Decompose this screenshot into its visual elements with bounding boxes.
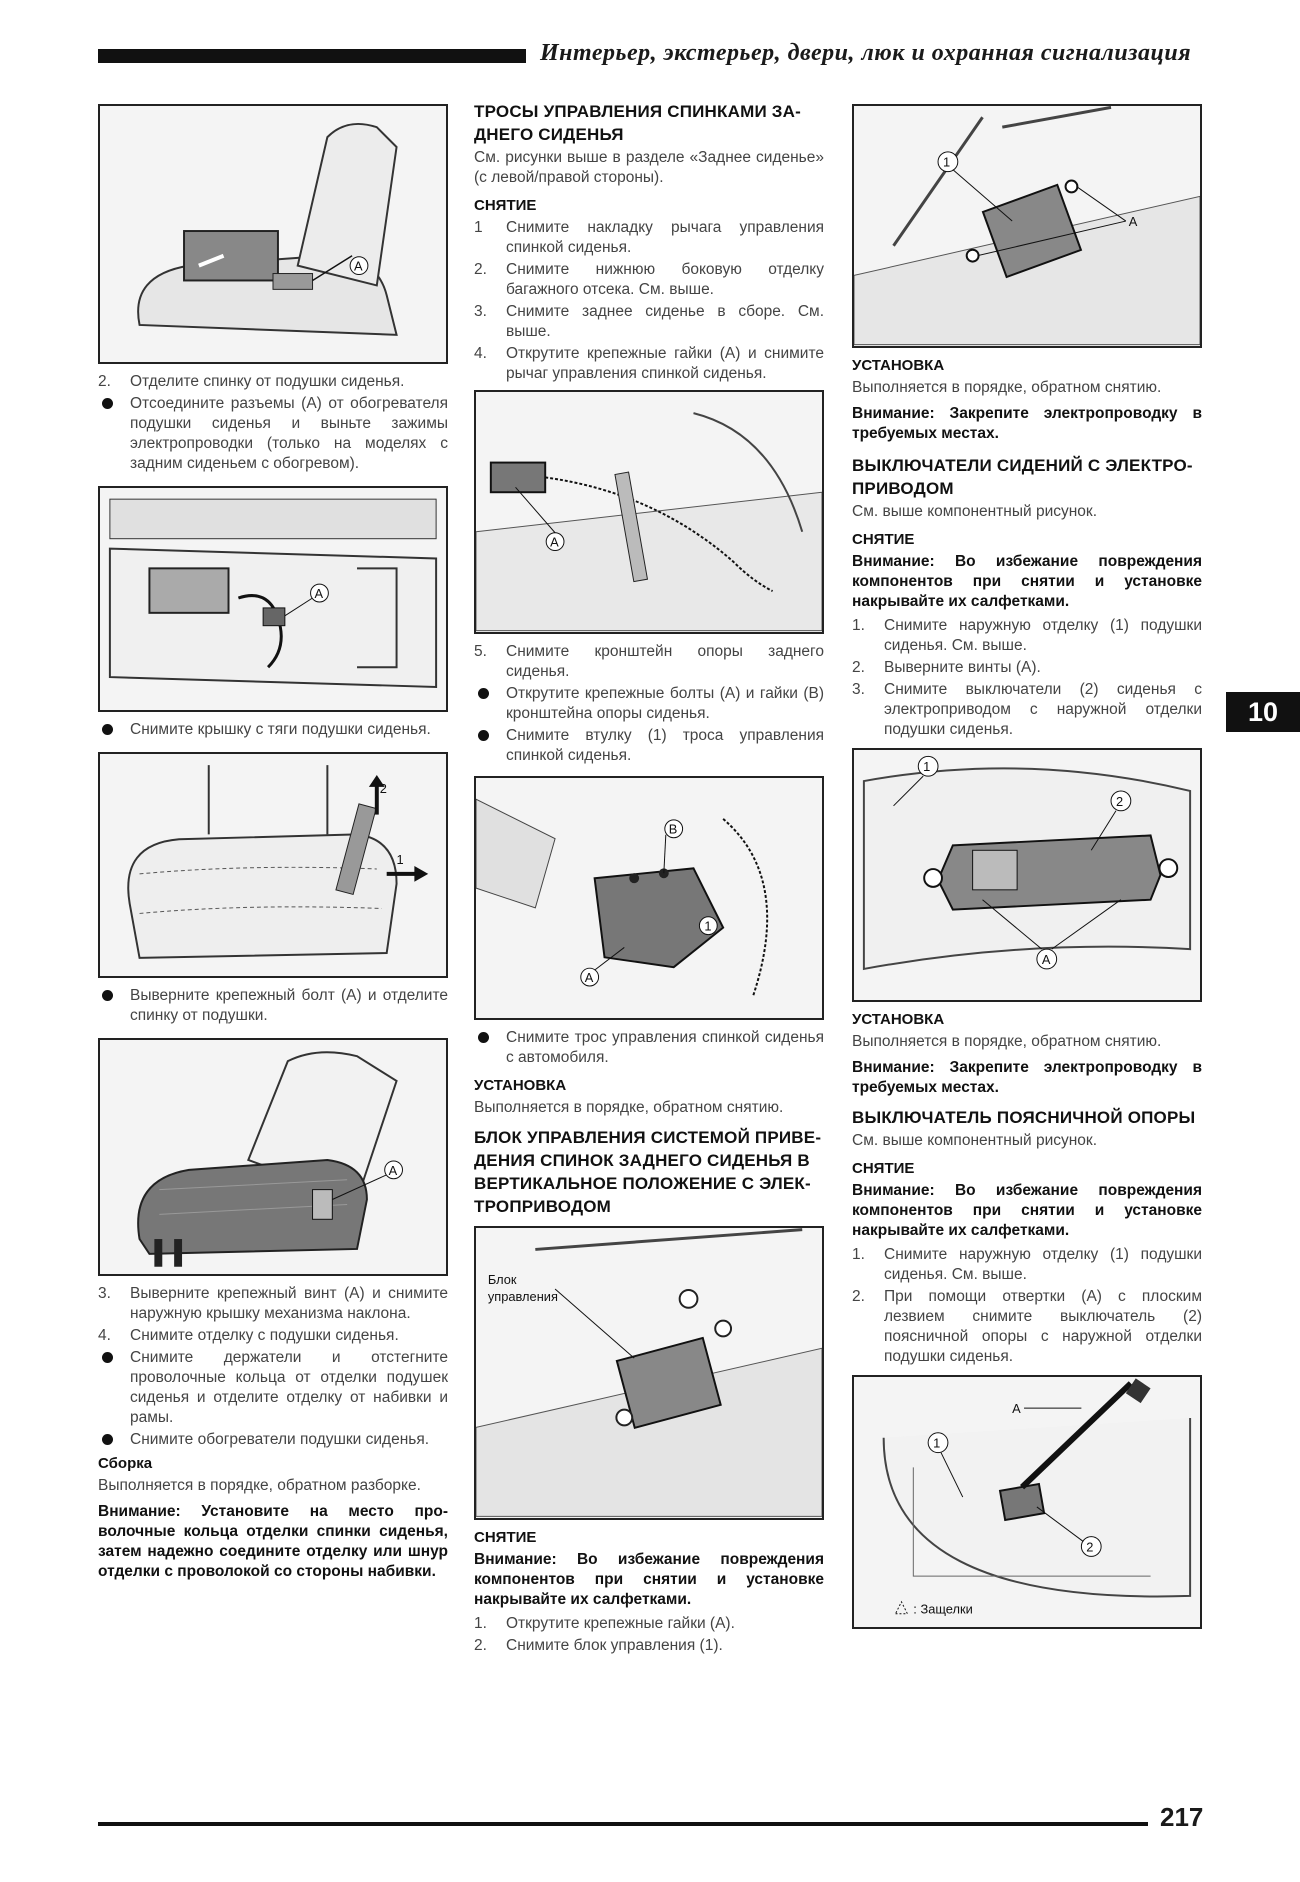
column-2 <box>474 100 824 1658</box>
install-title: УСТАНОВКА <box>474 1077 567 1094</box>
figure-lumbar-switch <box>852 1375 1202 1629</box>
section-title-lumbar-switch: ВЫКЛЮЧАТЕЛЬ ПОЯСНИЧНОЙ ОПОРЫ <box>852 1108 1196 1127</box>
install2-warning: Внимание: Закрепите электропроводку в требуемых местах. <box>852 1059 1202 1096</box>
chapter-tab: 10 <box>1226 692 1300 732</box>
removal2-warning: Внимание: Во избежание повреждения компонентов при снятии и установке накрывайте их салфетками. <box>852 1182 1202 1239</box>
step-text: Выверните винты (A). <box>884 659 1041 676</box>
list-item <box>98 394 448 474</box>
step-text: Выверните крепежный болт (A) и отделите спинку от подушки. <box>130 987 448 1024</box>
removal2-title: СНЯТИЕ <box>474 1529 537 1546</box>
step-marker: 1. <box>474 1615 487 1632</box>
figure-cable-routing <box>474 390 824 634</box>
step-marker: 5. <box>474 643 487 660</box>
legend-latches: : Защелки <box>913 1601 973 1617</box>
list-item <box>474 1636 824 1656</box>
list-item <box>474 1028 824 1068</box>
callout-a: A <box>1041 951 1051 967</box>
column-1 <box>98 104 448 1586</box>
list-item <box>852 658 1202 678</box>
install1-warning: Внимание: Закрепите электропроводку в требуемых местах. <box>852 405 1202 442</box>
step-marker: 2. <box>474 261 487 278</box>
step-text: Снимите накладку рычага управления спинкой сиденья. <box>506 219 824 256</box>
step-marker: 1 <box>474 219 483 236</box>
bullet-icon <box>98 1430 126 1451</box>
list-item <box>852 1245 1202 1285</box>
callout-a: A <box>550 534 559 550</box>
list-item <box>852 1287 1202 1367</box>
callout-a: A <box>314 586 324 602</box>
steps-list-d <box>98 1284 448 1450</box>
label-block: Блок <box>487 1272 517 1288</box>
list-item <box>98 1326 448 1346</box>
figure-seat-frame-wiring <box>98 486 448 712</box>
list-item <box>474 344 824 384</box>
install2-title: УСТАНОВКА <box>852 1011 945 1028</box>
steps-list-a <box>852 616 1202 740</box>
list-item <box>98 1348 448 1428</box>
install1-text: Выполняется в порядке, обратном снятию. <box>852 379 1162 396</box>
list-item <box>98 1430 448 1450</box>
bracket-illustration <box>476 778 822 1018</box>
figure-control-unit <box>474 1226 824 1520</box>
bullet-icon <box>98 720 126 741</box>
section-title-cables: ТРОСЫ УПРАВЛЕНИЯ СПИНКАМИ ЗАДНЕГО СИДЕНЬЯ <box>474 102 801 144</box>
cushion-illustration <box>100 754 446 976</box>
step-text: Снимите втулку (1) троса управления спинкой сиденья. <box>506 727 824 764</box>
callout-1: 1 <box>923 759 931 775</box>
figure-recliner-cover <box>98 1038 448 1276</box>
step-text: Снимите блок управления (1). <box>506 1637 723 1654</box>
assembly-warning: Внимание: Установите на место проволочные кольца отделки спинки сиденья, затем надежно соедините отделку или шнур отделки с проволокой со стороны набивки. <box>98 1503 448 1580</box>
step-marker: 3. <box>474 303 487 320</box>
list-item <box>852 680 1202 740</box>
step-marker: 4. <box>98 1327 111 1344</box>
install2-text: Выполняется в порядке, обратном снятию. <box>852 1033 1162 1050</box>
figure-seat-cushion-connector <box>98 104 448 364</box>
callout-1: 1 <box>704 918 712 934</box>
callout-a: A <box>1128 214 1138 229</box>
steps-list-c <box>98 986 448 1026</box>
step-marker: 2. <box>852 659 865 676</box>
list-item <box>474 218 824 258</box>
step-marker: 2. <box>474 1637 487 1654</box>
section-intro: См. выше компонентный рисунок. <box>852 503 1097 520</box>
column-3 <box>852 104 1202 1637</box>
list-item <box>852 616 1202 656</box>
step-marker: 4. <box>474 345 487 362</box>
callout-1: 1 <box>942 154 951 170</box>
step-text: Снимите заднее сиденье в сборе. См. выше. <box>506 303 824 340</box>
section-title-seat-switches: ВЫКЛЮЧАТЕЛИ СИДЕНИЙ С ЭЛЕКТРОПРИВОДОМ <box>852 456 1193 498</box>
control-unit-illustration <box>476 1228 822 1518</box>
install-text: Выполняется в порядке, обратном снятию. <box>474 1099 784 1116</box>
page-number: 217 <box>1160 1802 1204 1832</box>
switch-illustration <box>854 750 1200 1000</box>
section-intro: См. выше компонентный рисунок. <box>852 1132 1097 1149</box>
page-header-title: Интерьер, экстерьер, двери, люк и охранная сигнализация <box>540 40 1192 66</box>
lumbar-illustration <box>854 1377 1200 1627</box>
removal1-title: СНЯТИЕ <box>852 531 915 548</box>
header-bar <box>98 49 526 63</box>
assembly-title: Сборка <box>98 1455 153 1472</box>
install1-title: УСТАНОВКА <box>852 357 945 374</box>
steps-list-a <box>98 372 448 474</box>
list-item <box>474 642 824 682</box>
removal-title: СНЯТИЕ <box>474 197 537 214</box>
step-text: Снимите трос управления спинкой сиденья с автомобиля. <box>506 1029 824 1066</box>
removal2-title: СНЯТИЕ <box>852 1160 915 1177</box>
bullet-icon <box>474 726 502 747</box>
mount-illustration <box>854 106 1200 346</box>
step-marker: 2. <box>852 1288 865 1305</box>
section-intro: См. рисунки выше в разделе «Заднее сиденье» (с левой/правой стороны). <box>474 149 824 186</box>
callout-b: B <box>668 821 678 837</box>
callout-2: 2 <box>379 780 387 796</box>
list-item <box>474 1614 824 1634</box>
list-item <box>98 1284 448 1324</box>
step-text: Выверните крепежный винт (A) и снимите наружную крышку механизма наклона. <box>130 1285 448 1322</box>
latch-triangle-icon <box>896 1602 908 1614</box>
callout-2: 2 <box>1115 793 1124 809</box>
bullet-icon <box>98 1348 126 1369</box>
step-text: При помощи отвертки (A) с плоским лезвием снимите выключатель (2) поясничной опоры с наружной отделки подушки сиденья. <box>884 1288 1202 1365</box>
step-text: Снимите держатели и отстегните проволочные кольца от отделки подушек сиденья и отделите отделку от набивки и рамы. <box>130 1349 448 1426</box>
steps-list-b <box>852 1245 1202 1367</box>
step-text: Снимите наружную отделку (1) подушки сиденья. См. выше. <box>884 1246 1202 1283</box>
step-text: Снимите выключатели (2) сиденья с электроприводом с наружной отделки подушки сиденья. <box>884 681 1202 738</box>
figure-seat-cushion-cover <box>98 752 448 978</box>
step-text: Снимите отделку с подушки сиденья. <box>130 1327 399 1344</box>
steps-list-b <box>98 720 448 740</box>
assembly-text: Выполняется в порядке, обратном разборке. <box>98 1477 421 1494</box>
step-text: Снимите крышку с тяги подушки сиденья. <box>130 721 431 738</box>
callout-a: A <box>1012 1401 1021 1417</box>
section-title-control-unit: БЛОК УПРАВЛЕНИЯ СИСТЕМОЙ ПРИВЕДЕНИЯ СПИНОК ЗАДНЕГО СИДЕНЬЯ В ВЕРТИКАЛЬНОЕ ПОЛОЖЕНИЕ С ЭЛЕКТРОПРИВОДОМ <box>474 1128 821 1216</box>
step-text: Снимите нижнюю боковую отделку багажного отсека. См. выше. <box>506 261 824 298</box>
step-text: Отсоедините разъемы (A) от обогревателя подушки сиденья и выньте зажимы электропроводки (только на моделях с задним сиденьем с обогревом). <box>130 395 448 472</box>
step-text: Отделите спинку от подушки сиденья. <box>130 373 405 390</box>
step-marker: 3. <box>852 681 865 698</box>
callout-1: 1 <box>396 852 404 868</box>
list-item <box>98 720 448 740</box>
steps-list-b <box>474 642 824 766</box>
list-item <box>474 684 824 724</box>
step-marker: 2. <box>98 373 111 390</box>
removal1-warning: Внимание: Во избежание повреждения компонентов при снятии и установке накрывайте их салфетками. <box>852 553 1202 610</box>
callout-a: A <box>388 1162 398 1178</box>
step-text: Снимите наружную отделку (1) подушки сиденья. См. выше. <box>884 617 1202 654</box>
callout-a: A <box>354 258 363 274</box>
recliner-illustration <box>100 1040 446 1274</box>
callout-a: A <box>584 970 594 986</box>
label-control: управления <box>487 1288 558 1304</box>
step-text: Открутите крепежные гайки (A). <box>506 1615 735 1632</box>
cable-illustration <box>476 392 822 632</box>
removal2-warning: Внимание: Во избежание повреждения компонентов при снятии и установке накрывайте их салфетками. <box>474 1551 824 1608</box>
seat-illustration <box>100 106 446 362</box>
list-item <box>98 372 448 392</box>
step-text: Снимите обогреватели подушки сиденья. <box>130 1431 430 1448</box>
callout-1: 1 <box>933 1435 941 1451</box>
list-item <box>474 260 824 300</box>
figure-seat-switch <box>852 748 1202 1002</box>
callout-2: 2 <box>1086 1539 1094 1555</box>
step-text: Снимите кронштейн опоры заднего сиденья. <box>506 643 824 680</box>
step-text: Открутите крепежные болты (A) и гайки (B) кронштейна опоры сиденья. <box>506 685 824 722</box>
step-text: Открутите крепежные гайки (A) и снимите рычаг управления спинкой сиденья. <box>506 345 824 382</box>
bullet-icon <box>474 1028 502 1049</box>
bullet-icon <box>98 986 126 1007</box>
steps-list-d <box>474 1614 824 1656</box>
step-marker: 1. <box>852 617 865 634</box>
list-item <box>98 986 448 1026</box>
step-marker: 3. <box>98 1285 111 1302</box>
figure-control-unit-mount <box>852 104 1202 348</box>
bullet-icon <box>474 684 502 705</box>
bullet-icon <box>98 394 126 415</box>
list-item <box>474 726 824 766</box>
step-marker: 1. <box>852 1246 865 1263</box>
list-item <box>474 302 824 342</box>
figure-seat-bracket <box>474 776 824 1020</box>
footer-line <box>98 1822 1148 1826</box>
steps-list-a <box>474 218 824 384</box>
frame-illustration <box>100 488 446 710</box>
steps-list-c <box>474 1028 824 1068</box>
